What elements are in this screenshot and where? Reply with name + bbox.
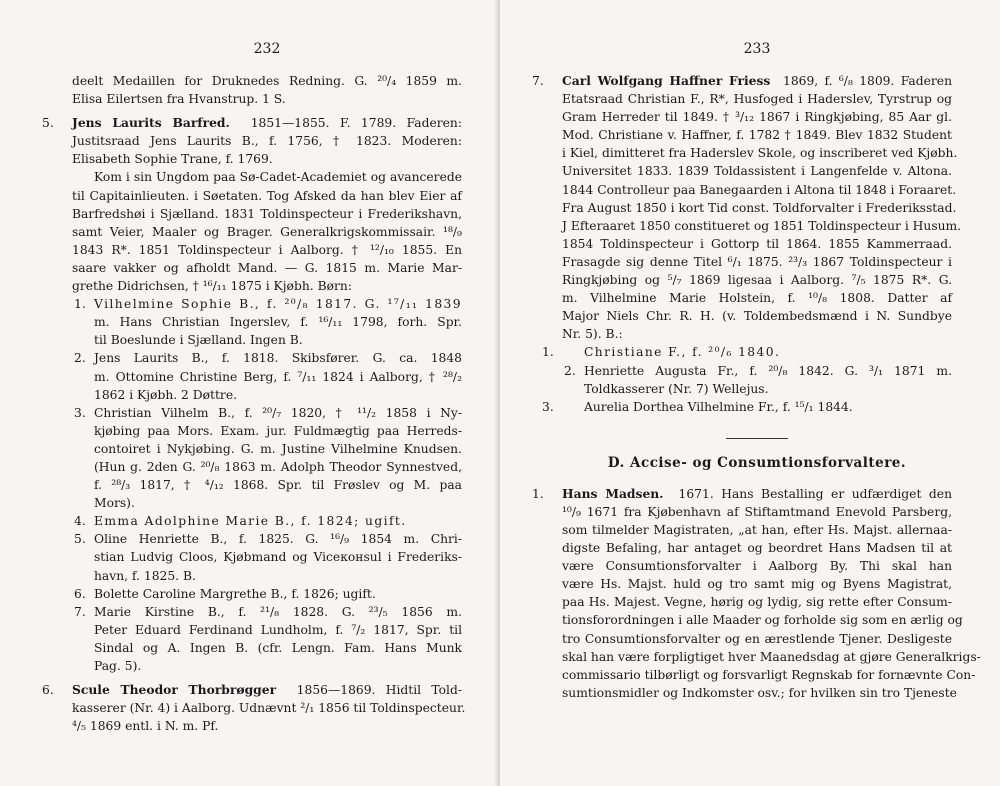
list-item: [74, 349, 462, 403]
list-text: Jens Laurits B., f. 1818. Skibsfører. G. ca. 1848: [94, 351, 462, 366]
text-line: m. Vilhelmine Marie Holstein, f. ¹⁰/₈ 1808. Datter af: [562, 291, 952, 306]
text-line: Nr. 5). B.:: [562, 327, 623, 342]
text-line: [74, 295, 462, 313]
text-line: Elisa Eilertsen fra Hvanstrup. 1 S.: [72, 92, 286, 107]
list-text: Marie Kirstine B., f. ²¹/₈ 1828. G. ²³/₅ 1856 m.: [94, 604, 462, 619]
list-item: [74, 295, 462, 349]
entry-thorbrogger: [42, 681, 466, 735]
list-item: [542, 398, 952, 416]
text-line: kasserer (Nr. 4) i Aalborg. Udnævnt ²/₁ 1856 til Toldinspecteur.: [72, 701, 466, 716]
text-line: m. Hans Christian Ingerslev, f. ¹⁶/₁₁ 1798, forh. Spr.: [94, 315, 462, 330]
entry-name: Jens Laurits Barfred.: [72, 115, 230, 131]
text-line: Mors).: [94, 496, 135, 511]
text-line: sumtionsmidler og Indkomster osv.; for hvilken sin tro Tjeneste: [562, 685, 957, 700]
list-number: 4.: [74, 514, 86, 529]
entry-barfred: [42, 114, 462, 675]
list-number: 1.: [74, 297, 86, 312]
page-number-right: 233: [743, 41, 771, 57]
text-line: [74, 603, 462, 621]
text-line: 1843 R*. 1851 Toldinspecteur i Aalborg. † ¹²/₁₀ 1855. En: [72, 242, 462, 257]
entry-text: 1869, f. ⁶/₈ 1809. Faderen: [783, 74, 952, 88]
list-number: 3.: [74, 405, 86, 420]
text-line: [42, 114, 462, 132]
text-line: skal han være forpligtiget hver Maanedsdag at gjøre Generalkrigs-: [562, 649, 981, 664]
list-item: [74, 404, 462, 513]
section-heading: D. Accise- og Consumtionsforvaltere.: [607, 454, 907, 471]
text-line: deelt Medaillen for Druknedes Redning. G. ²⁰/₄ 1859 m.: [72, 74, 462, 88]
list-item: [564, 362, 952, 398]
entry-number: 7.: [532, 74, 544, 88]
text-line: ⁴/₅ 1869 entl. i N. m. Pf.: [72, 719, 219, 734]
text-line: contoiret i Nykjøbing. G. m. Justine Vilhelmine Knudsen.: [94, 441, 462, 456]
list-text: Bolette Caroline Margrethe B., f. 1826; ugift.: [94, 586, 376, 601]
list-text: Christiane F., f. ²⁰/₆ 1840.: [584, 345, 781, 360]
list-number: 6.: [74, 586, 86, 601]
entry-text: 1671. Hans Bestalling er udfærdiget den: [678, 486, 952, 501]
list-item: [74, 512, 462, 530]
list-text: Henriette Augusta Fr., f. ²⁰/₈ 1842. G. ³/₁ 1871 m.: [584, 363, 952, 378]
text-line: havn, f. 1825. B.: [94, 568, 196, 583]
text-line: m. Ottomine Christine Berg, f. ⁷/₁₁ 1824 i Aalborg, † ²⁸/₂: [94, 369, 462, 384]
entry-friess: [532, 72, 962, 416]
text-line: [564, 362, 952, 380]
text-line: Sindal og A. Ingen B. (cfr. Lengn. Fam. Hans Munk: [94, 640, 462, 655]
text-line: Peter Eduard Ferdinand Lundholm, f. ⁷/₂ 1817, Spr. til: [94, 622, 462, 637]
list-text: Christian Vilhelm B., f. ²⁰/₇ 1820, † ¹¹/₂ 1858 i Ny-: [94, 405, 462, 420]
text-line: [74, 585, 462, 603]
section-divider: [726, 438, 788, 439]
text-line: til Boeslunde i Sjælland. Ingen B.: [94, 333, 303, 348]
list-item: [542, 343, 952, 361]
text-line: stian Ludvig Cloos, Kjøbmand og Viceконsul i Frederiks-: [94, 550, 462, 565]
list-number: 3.: [542, 399, 554, 414]
list-number: 2.: [564, 363, 576, 378]
text-line: J Efteraaret 1850 constitueret og 1851 Toldinspecteur i Husum.: [562, 218, 962, 233]
text-line: som tilmelder Magistraten, „at han, efter Hs. Majst. allernaa-: [562, 522, 952, 537]
text-line: [42, 681, 462, 699]
list-text: Oline Henriette B., f. 1825. G. ¹⁶/₉ 1854 m. Chri-: [94, 532, 462, 547]
text-line: paa Hs. Majest. Vegne, hørig og lydig, sig rette efter Consum-: [562, 595, 952, 610]
text-line: saare vakker og afholdt Mand. — G. 1815 m. Marie Mar-: [72, 260, 462, 275]
text-line: være Consumtionsforvalter i Aalborg By. Thi skal han: [562, 559, 952, 574]
text-line: digste Befaling, har antaget og beordret Hans Madsen til at: [562, 541, 952, 556]
text-line: commissario tilbørligt og forsvarligt Regnskab for fornævnte Con-: [562, 667, 976, 682]
child-list: [72, 295, 462, 675]
text-line: f. ²⁸/₃ 1817, † ⁴/₁₂ 1868. Spr. til Frøslev og M. paa: [94, 478, 462, 493]
text-line: til Capitainlieuten. i Søetaten. Tog Afsked da han blev Eier af: [72, 188, 462, 203]
text-line: samt Veier, Maaler og Brager. Generalkrigskommissair. ¹⁸/₉: [72, 224, 462, 239]
text-line: Barfredshøi i Sjælland. 1831 Toldinspecteur i Frederikshavn,: [72, 206, 462, 221]
text-line: Kom i sin Ungdom paa Sø-Cadet-Academiet og avancerede: [94, 170, 462, 185]
text-line: tionsforordningen i alle Maader og forholde sig som en ærlig og: [562, 613, 963, 628]
text-line: Frasagde sig denne Titel ⁶/₁ 1875. ²³/₃ 1867 Toldinspecteur i: [562, 254, 952, 269]
text-line: Etatsraad Christian F., R*, Husfoged i Haderslev, Tyrstrup og: [562, 92, 952, 107]
text-line: Ringkjøbing og ⁵/₇ 1869 ligesaa i Aalborg. ⁷/₅ 1875 R*. G.: [562, 273, 952, 288]
child-list: [542, 343, 952, 415]
list-item: [74, 530, 462, 584]
list-text: Aurelia Dorthea Vilhelmine Fr., f. ¹⁵/₁ 1844.: [584, 399, 853, 414]
list-number: 1.: [542, 345, 554, 360]
entry-text: 1851—1855. F. 1789. Faderen:: [250, 116, 462, 131]
text-line: Toldkasserer (Nr. 7) Wellejus.: [584, 381, 769, 396]
text-line: [74, 530, 462, 548]
entry-number: 1.: [532, 486, 544, 501]
text-line: [74, 512, 462, 530]
text-line: Fra August 1850 i kort Tid const. Toldforvalter i Frederiksstad.: [562, 200, 957, 215]
list-number: 7.: [74, 604, 86, 619]
text-line: 1844 Controlleur paa Banegaarden i Altona til 1848 i Foraaret.: [562, 182, 957, 197]
text-line: i Kiel, dimitteret fra Haderslev Skole, og inscriberet ved Kjøbh.: [562, 146, 958, 161]
text-line: Major Niels Chr. R. H. (v. Toldembedsmænd i N. Sundbye: [562, 309, 952, 324]
entry-text: 1856—1869. Hidtil Told-: [296, 683, 462, 698]
entry-number: 5.: [42, 116, 54, 131]
text-line: være Hs. Majst. huld og tro samt mig og Byens Magistrat,: [562, 577, 952, 592]
entry-madsen: [532, 485, 981, 702]
list-number: 5.: [74, 532, 86, 547]
entry-number: 6.: [42, 683, 54, 698]
text-line: [532, 485, 952, 503]
text-line: [532, 72, 952, 90]
text-line: Universitet 1833. 1839 Toldassistent i Langenfelde v. Altona.: [562, 164, 952, 179]
text-line: tro Consumtionsforvalter og en ærestlende Tjener. Desligeste: [562, 631, 952, 646]
entry-name: Hans Madsen.: [562, 485, 664, 501]
text-line: grethe Didrichsen, † ¹⁶/₁₁ 1875 i Kjøbh. Børn:: [72, 279, 352, 294]
list-item: [74, 603, 462, 675]
text-line: 1862 i Kjøbh. 2 Døttre.: [94, 387, 237, 402]
right-page: [500, 0, 1000, 786]
list-text: Vilhelmine Sophie B., f. ²⁰/₈ 1817. G. ¹⁷/₁₁ 1839: [94, 297, 462, 312]
text-line: Elisabeth Sophie Trane, f. 1769.: [72, 152, 273, 167]
text-line: Mod. Christiane v. Haffner, f. 1782 † 1849. Blev 1832 Student: [562, 128, 952, 143]
text-line: kjøbing paa Mors. Exam. jur. Fuldmægtig paa Herreds-: [94, 423, 462, 438]
list-item: [74, 585, 462, 603]
text-line: (Hun g. 2den G. ²⁰/₈ 1863 m. Adolph Theodor Synnestved,: [94, 459, 462, 474]
list-number: 2.: [74, 351, 86, 366]
entry-name: Scule Theodor Thorbrøgger: [72, 682, 277, 698]
text-line: ¹⁰/₉ 1671 fra Kjøbenhavn af Stiftamtmand Enevold Parsberg,: [562, 504, 952, 519]
text-line: [74, 349, 462, 367]
text-line: Gram Herreder til 1849. † ³/₁₂ 1867 i Ringkjøbing, 85 Aar gl.: [562, 110, 952, 125]
text-line: Pag. 5).: [94, 659, 142, 673]
list-text: Emma Adolphine Marie B., f. 1824; ugift.: [94, 514, 407, 529]
entry-name: Carl Wolfgang Haffner Friess: [562, 73, 771, 88]
text-line: 1854 Toldinspecteur i Gottorp til 1864. 1855 Kammerraad.: [562, 236, 952, 251]
text-line: Justitsraad Jens Laurits B., f. 1756, † 1823. Moderen:: [72, 134, 462, 149]
text-line: [74, 404, 462, 422]
page-number-left: 232: [253, 41, 281, 57]
